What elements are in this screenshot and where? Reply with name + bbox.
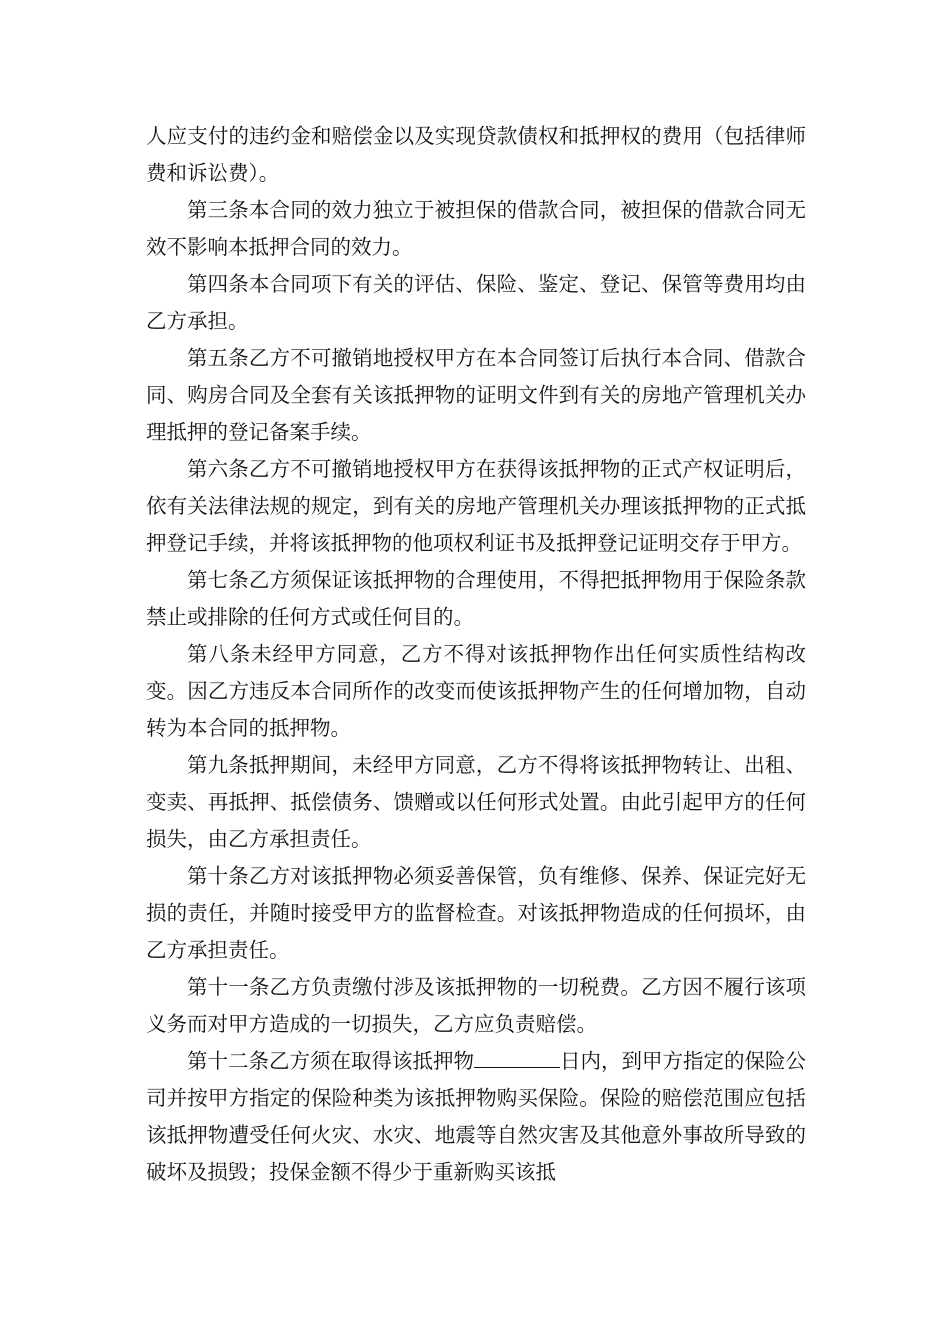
fill-in-blank <box>474 1045 560 1068</box>
article-3: 第三条本合同的效力独立于被担保的借款合同，被担保的借款合同无效不影响本抵押合同的效力。 <box>146 198 806 259</box>
article-11: 第十一条乙方负责缴付涉及该抵押物的一切税费。乙方因不履行该项义务而对甲方造成的一切损失，乙方应负责赔偿。 <box>146 975 806 1036</box>
article-8: 第八条未经甲方同意，乙方不得对该抵押物作出任何实质性结构改变。因乙方违反本合同所作的改变而使该抵押物产生的任何增加物，自动转为本合同的抵押物。 <box>146 642 806 740</box>
document-body <box>146 118 806 1191</box>
article-9: 第九条抵押期间，未经甲方同意，乙方不得将该抵押物转让、出租、变卖、再抵押、抵偿债务、馈赠或以任何形式处置。由此引起甲方的任何损失，由乙方承担责任。 <box>146 753 806 851</box>
article-12-text-before-blank: 第十二条乙方须在取得该抵押物 <box>187 1049 474 1073</box>
article-5: 第五条乙方不可撤销地授权甲方在本合同签订后执行本合同、借款合同、购房合同及全套有关该抵押物的证明文件到有关的房地产管理机关办理抵押的登记备案手续。 <box>146 346 806 444</box>
article-12-text-after-blank: 日内，到甲方指定的保险公司并按甲方指定的保险种类为该抵押物购买保险。保险的赔偿范围应包括该抵押物遭受任何火灾、水灾、地震等自然灾害及其他意外事故所导致的破坏及损毁；投保金额不得少于重新购买该抵 <box>146 1049 806 1184</box>
article-12 <box>146 1043 806 1191</box>
article-10: 第十条乙方对该抵押物必须妥善保管，负有维修、保养、保证完好无损的责任，并随时接受甲方的监督检查。对该抵押物造成的任何损坏，由乙方承担责任。 <box>146 864 806 962</box>
article-4: 第四条本合同项下有关的评估、保险、鉴定、登记、保管等费用均由乙方承担。 <box>146 272 806 333</box>
article-6: 第六条乙方不可撤销地授权甲方在获得该抵押物的正式产权证明后，依有关法律法规的规定，到有关的房地产管理机关办理该抵押物的正式抵押登记手续，并将该抵押物的他项权利证书及抵押登记证明交存于甲方。 <box>146 457 806 555</box>
paragraph-continued: 人应支付的违约金和赔偿金以及实现贷款债权和抵押权的费用（包括律师费和诉讼费）。 <box>146 124 806 185</box>
article-7: 第七条乙方须保证该抵押物的合理使用，不得把抵押物用于保险条款禁止或排除的任何方式或任何目的。 <box>146 568 806 629</box>
